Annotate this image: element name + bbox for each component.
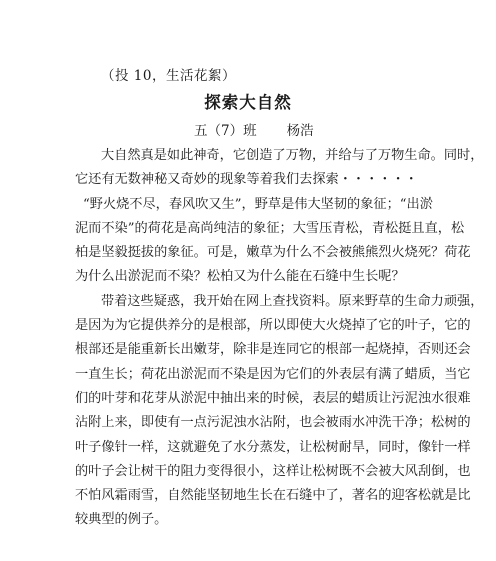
paragraph-line: 的叶子会让树干的阻力变得很小，这样让松树既不会被大风刮倒，也 (75, 463, 471, 479)
paragraph-line: 不怕风霜雨雪，自然能坚韧地生长在石缝中了，著名的迎客松就是比 (75, 488, 471, 504)
paragraph-line: 叶子像针一样，这就避免了水分蒸发，让松树耐旱，同时，像针一样 (75, 439, 471, 455)
paragraph-line: 带着这些疑惑，我开始在网上查找资料。原来野草的生命力顽强， (101, 293, 484, 309)
paragraph-line: 大自然真是如此神奇，它创造了万物，并给与了万物生命。同时， (101, 148, 484, 163)
paragraph-line: 柏是坚毅挺拔的象征。可是，嫩草为什么不会被熊熊烈火烧死？荷花 (75, 245, 471, 261)
article-title: 探索大自然 (204, 93, 292, 112)
paragraph-line: 是因为为它提供养分的是根部，所以即使大火烧掉了它的叶子，它的 (75, 318, 471, 334)
paragraph-line: 沾附上来，即使有一点污泥浊水沾附，也会被雨水冲洗干净；松树的 (75, 415, 471, 431)
paragraph-line: 较典型的例子。 (75, 512, 168, 528)
class-label: 五（7）班 (194, 123, 257, 139)
paragraph-line: 一直生长；荷花出淤泥而不染是因为它们的外表层有满了蜡质，当它 (75, 366, 471, 382)
article-body (75, 144, 484, 533)
submission-note: （投 10，生活花絮） (101, 68, 236, 84)
author-name: 杨浩 (286, 123, 314, 139)
paragraph-line: 它还有无数神秘又奇妙的现象等着我们去探索・・・・・・ (75, 172, 418, 188)
paragraph-line: 为什么出淤泥而不染？松柏又为什么能在石缝中生长呢？ (75, 269, 405, 285)
paragraph-line: 根部还是能重新长出嫩芽，除非是连同它的根部一起烧掉，否则还会 (75, 342, 471, 358)
byline (194, 119, 314, 139)
paragraph-line: 们的叶芽和花芽从淤泥中抽出来的时候，表层的蜡质让污泥浊水很难 (75, 390, 471, 406)
paragraph-line: 泥而不染”的荷花是高尚纯洁的象征；大雪压青松，青松挺且直，松 (75, 220, 465, 236)
paragraph-line: “野火烧不尽，春风吹又生”，野草是伟大坚韧的象征；“出淤 (83, 196, 433, 212)
